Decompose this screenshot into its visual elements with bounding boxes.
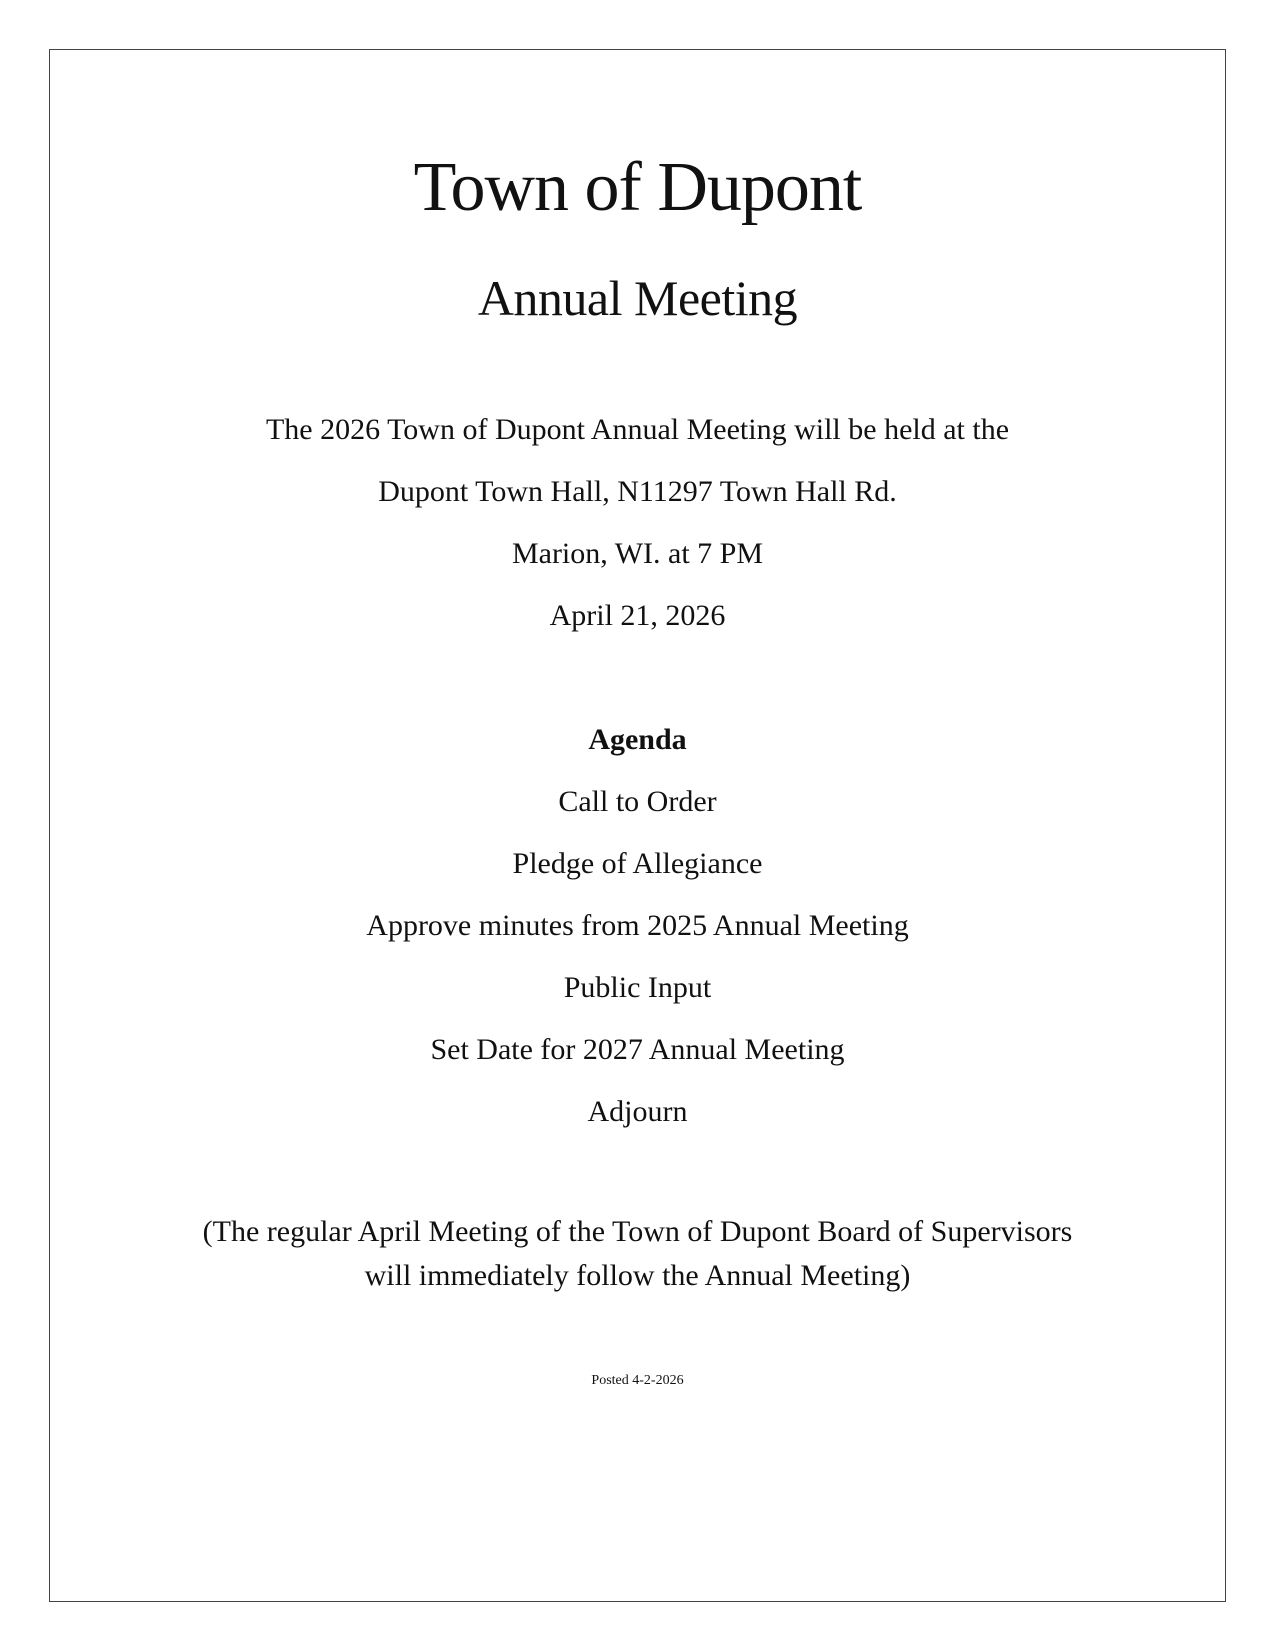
notice-line: The 2026 Town of Dupont Annual Meeting will be held at the [265,413,1010,446]
footnote-line: will immediately follow the Annual Meeting) [364,1259,911,1292]
agenda-item: Public Input [563,971,712,1004]
document-subtitle: Annual Meeting [477,270,798,326]
notice-line: Dupont Town Hall, N11297 Town Hall Rd. [378,475,897,508]
notice-line: Marion, WI. at 7 PM [511,537,764,570]
footnote-line: (The regular April Meeting of the Town of Dupont Board of Supervisors [202,1215,1073,1248]
agenda-item: Call to Order [558,785,717,818]
posted-date: Posted 4-2-2026 [591,1373,684,1388]
agenda-item: Pledge of Allegiance [512,847,763,880]
notice-line: April 21, 2026 [549,599,726,632]
agenda-item: Set Date for 2027 Annual Meeting [430,1033,845,1066]
document-title: Town of Dupont [413,149,862,226]
agenda-heading: Agenda [588,723,687,756]
agenda-item: Adjourn [587,1095,688,1128]
agenda-item: Approve minutes from 2025 Annual Meeting [366,909,909,942]
